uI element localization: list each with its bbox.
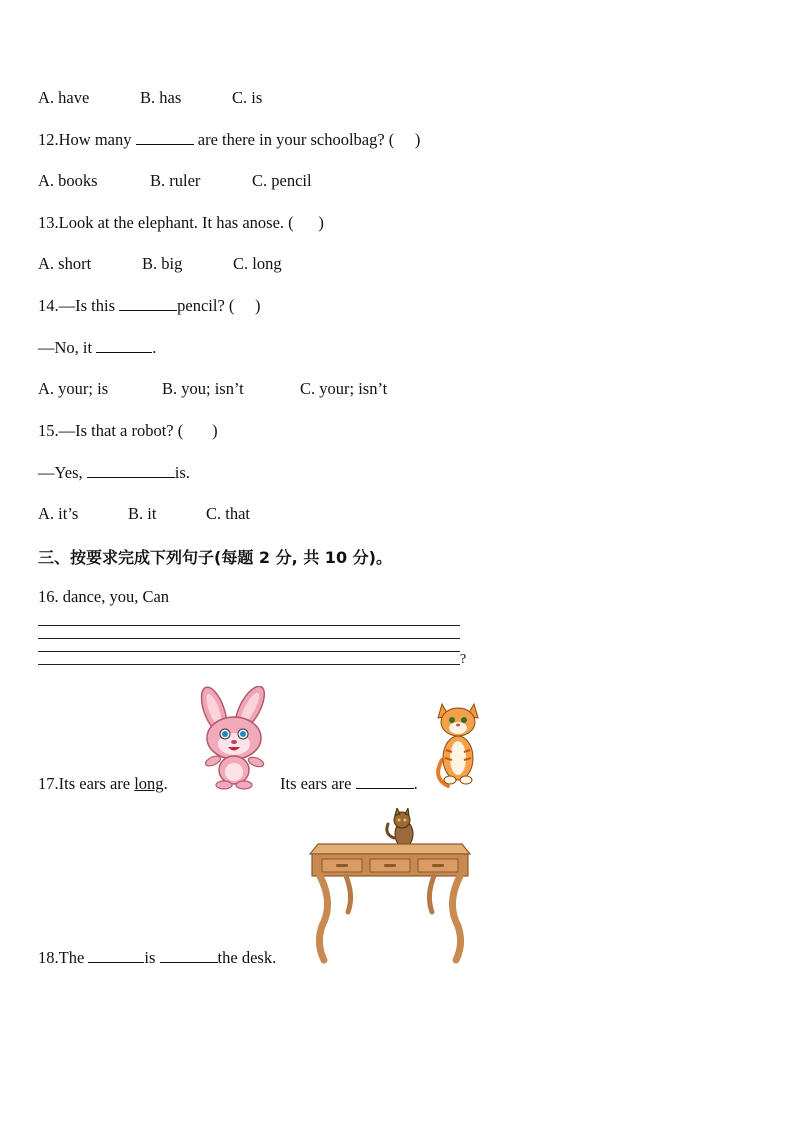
answer-line[interactable] xyxy=(38,664,460,665)
option-b: B. you; isn’t xyxy=(162,379,244,398)
option-b: B. big xyxy=(142,254,183,273)
question-text: 14.—Is this xyxy=(38,296,120,315)
answer-blank[interactable] xyxy=(88,948,144,963)
answer-blank[interactable] xyxy=(96,338,152,353)
option-b: B. ruler xyxy=(150,171,201,190)
question-text: 12.How many xyxy=(38,130,136,149)
reply-text: is. xyxy=(174,463,190,482)
rabbit-picture xyxy=(190,686,276,790)
option-c: C. pencil xyxy=(252,171,312,190)
question-12 xyxy=(38,130,420,150)
question-text: 17.Its ears are xyxy=(38,774,135,793)
section-heading: 三、按要求完成下列句子(每题 2 分, 共 10 分)。 xyxy=(38,548,392,567)
reply-text: —Yes, xyxy=(38,463,87,482)
question-18 xyxy=(38,948,276,968)
cat-picture xyxy=(432,700,484,790)
question-text: 18.The xyxy=(38,948,89,967)
question-text: . xyxy=(163,774,168,793)
option-a: A. your; is xyxy=(38,379,109,398)
answer-blank[interactable] xyxy=(356,774,414,789)
answer-line[interactable] xyxy=(38,638,460,639)
question-15: 15.—Is that a robot? ( ) xyxy=(38,421,218,440)
option-c: C. your; isn’t xyxy=(300,379,388,398)
option-a: A. books xyxy=(38,171,98,190)
desk-with-cat-picture xyxy=(308,808,472,964)
answer-line[interactable] xyxy=(38,651,460,652)
option-b: B. has xyxy=(140,88,182,107)
question-14 xyxy=(38,296,261,316)
small-cat xyxy=(387,808,413,847)
option-c: C. is xyxy=(232,88,263,107)
question-text: the desk. xyxy=(217,948,277,967)
question-13: 13.Look at the elephant. It has anose. ( ) xyxy=(38,213,324,232)
answer-line[interactable] xyxy=(38,625,460,626)
question-mark: ? xyxy=(460,652,467,667)
question-text: is xyxy=(144,948,160,967)
answer-blank[interactable] xyxy=(160,948,218,963)
reply-text: . xyxy=(152,338,157,357)
option-a: A. have xyxy=(38,88,90,107)
option-b: B. it xyxy=(128,504,157,523)
underlined-word: long xyxy=(134,774,164,793)
option-a: A. short xyxy=(38,254,92,273)
question-16: 16. dance, you, Can xyxy=(38,587,170,606)
option-c: C. that xyxy=(206,504,250,523)
question-text: Its ears are xyxy=(280,774,356,793)
reply-text: —No, it xyxy=(38,338,97,357)
question-text: . xyxy=(413,774,418,793)
answer-blank[interactable] xyxy=(119,296,177,311)
question-text: are there in your schoolbag? ( ) xyxy=(193,130,421,149)
question-17 xyxy=(38,774,168,794)
question-15-reply xyxy=(38,463,190,483)
answer-blank[interactable] xyxy=(87,463,175,478)
question-17-answer xyxy=(280,774,418,794)
option-a: A. it’s xyxy=(38,504,79,523)
question-14-reply xyxy=(38,338,156,358)
option-c: C. long xyxy=(233,254,282,273)
answer-blank[interactable] xyxy=(136,130,194,145)
question-text: pencil? ( ) xyxy=(177,296,261,315)
